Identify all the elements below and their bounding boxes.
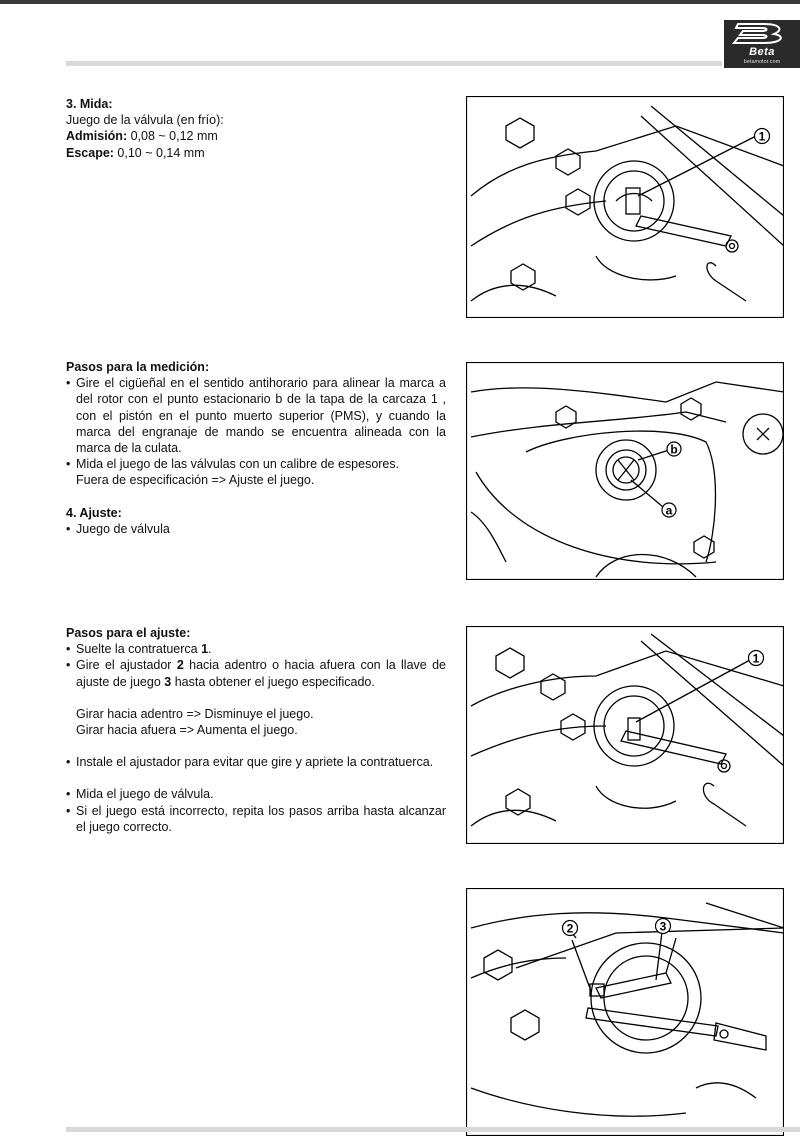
- logo-emblem-icon: [724, 20, 800, 46]
- figure-valve-clearance-measure: [466, 96, 784, 318]
- turn-in-note: Girar hacia adentro => Disminuye el juego.: [76, 706, 314, 721]
- adjust-step-turn: • Gire el ajustador 2 hacia adentro o hacia afuera con la llave de ajuste de juego 3 hasta obtener el juego especificado.: [66, 657, 446, 689]
- engine-illustration-3: [466, 626, 784, 844]
- engine-illustration-4: [466, 888, 784, 1136]
- callout-1: 1: [752, 651, 760, 666]
- adjust-step-locknut: • Suelte la contratuerca 1.: [66, 641, 446, 657]
- callout-2: 2: [566, 921, 574, 936]
- measurement-steps: [66, 359, 446, 537]
- brand-logo: [724, 20, 800, 68]
- logo-brand-text: Beta: [749, 46, 775, 58]
- measurement-step: • Gire el cigüeñal en el sentido antihorario para alinear la marca a del rotor con el punto estacionario b de la tapa de la carcaza 1 , con el pistón en el punto muerto superior (PMS), y cuando la marca del engranaje de mando se encuentra alineada con la marca de la culata.: [66, 375, 446, 456]
- callout-3: 3: [659, 919, 667, 934]
- adjust-steps: [66, 625, 446, 835]
- adjust-steps-heading: Pasos para el ajuste:: [66, 626, 191, 640]
- measurement-step: • Mida el juego de las válvulas con un calibre de espesores.: [66, 456, 446, 472]
- figure-adjuster-tool: [466, 888, 784, 1136]
- measure-section: [66, 96, 426, 161]
- adjust-step-repeat: • Si el juego está incorrecto, repita los pasos arriba hasta alcanzar el juego correcto.: [66, 803, 446, 835]
- exhaust-spec: Escape: 0,10 ~ 0,14 mm: [66, 145, 205, 160]
- intake-spec: Admisión: 0,08 ~ 0,12 mm: [66, 129, 218, 144]
- figure-timing-marks: [466, 362, 784, 580]
- figure-locknut-loosen: [466, 626, 784, 844]
- header-rule: [66, 61, 722, 66]
- logo-url-text: betamotor.com: [743, 59, 781, 65]
- top-border: [0, 0, 800, 4]
- adjust-heading: 4. Ajuste:: [66, 505, 122, 520]
- adjust-step-install: • Instale el ajustador para evitar que gire y apriete la contratuerca.: [66, 754, 446, 770]
- measurement-steps-heading: Pasos para la medición:: [66, 360, 210, 374]
- callout-b: b: [670, 442, 678, 457]
- engine-illustration-2: [466, 362, 784, 580]
- measure-heading: 3. Mida:: [66, 97, 113, 111]
- callout-1: 1: [758, 129, 766, 144]
- adjust-step-measure: • Mida el juego de válvula.: [66, 786, 446, 802]
- measure-line: Juego de la válvula (en frío):: [66, 113, 224, 128]
- engine-illustration-1: [466, 96, 784, 318]
- spec-note: Fuera de especificación => Ajuste el juego.: [76, 473, 315, 488]
- footer-rule: [66, 1127, 800, 1132]
- callout-a: a: [665, 503, 673, 518]
- adjust-item: • Juego de válvula: [66, 521, 446, 537]
- turn-out-note: Girar hacia afuera => Aumenta el juego.: [76, 723, 298, 738]
